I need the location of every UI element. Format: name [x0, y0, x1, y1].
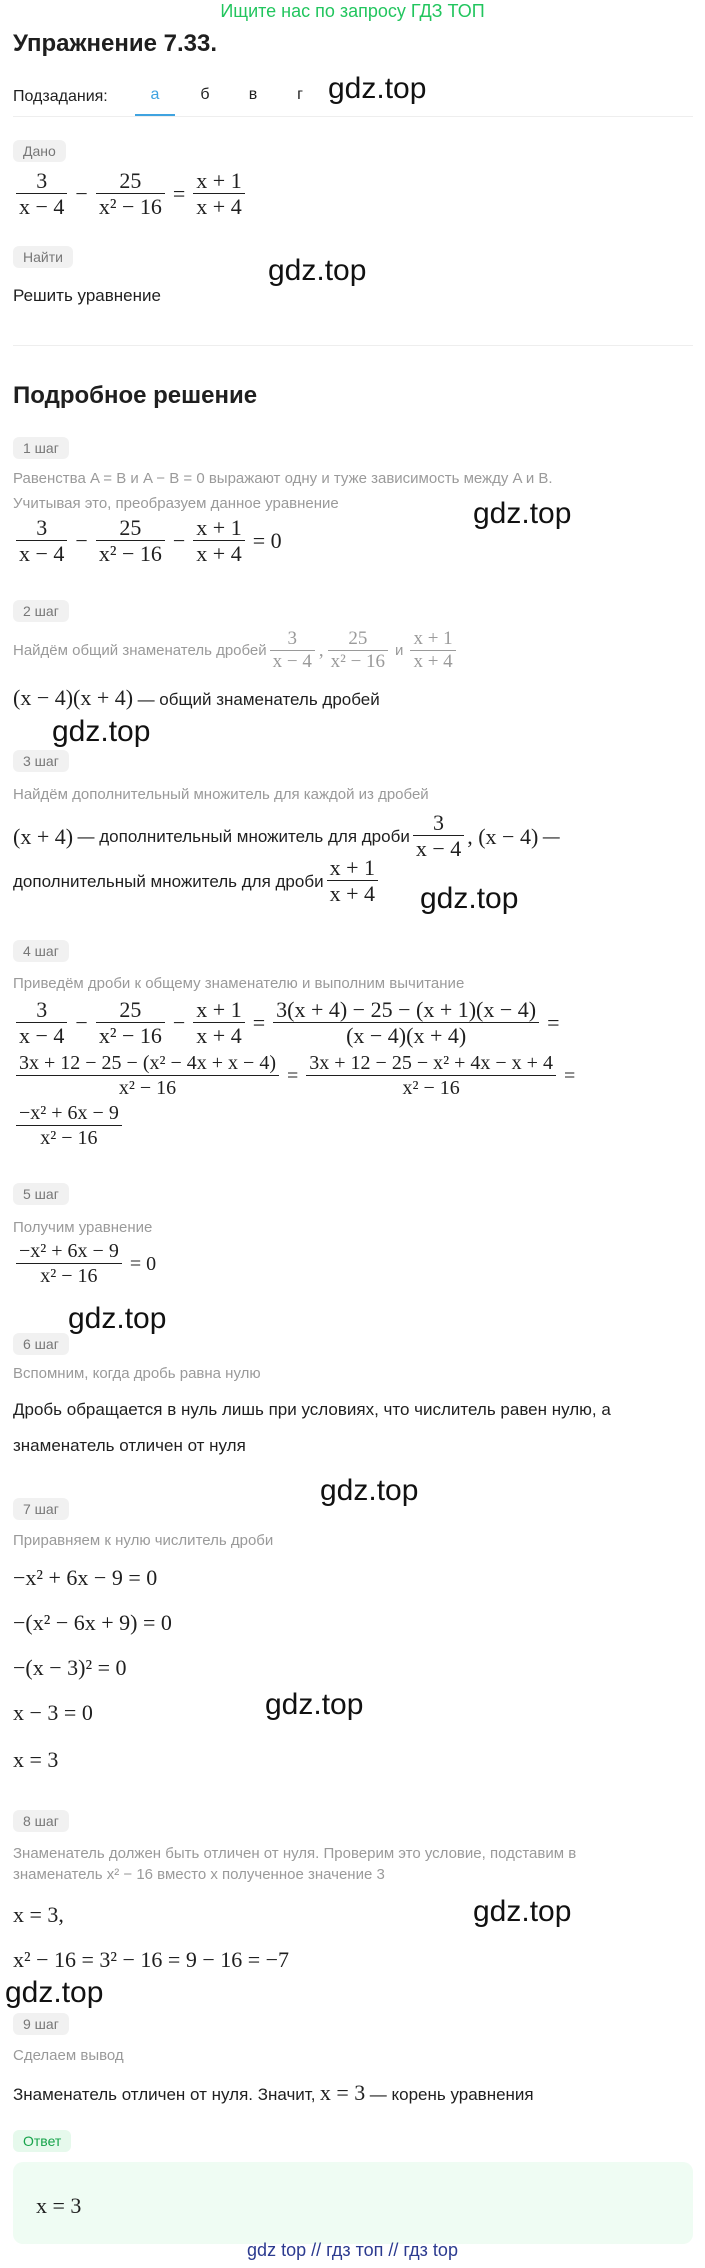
solution-title: Подробное решение [13, 382, 258, 409]
step-1-text: Равенства A = B и A − B = 0 выражают одну и туже зависимость между A и B. [13, 470, 553, 487]
step-4-text: Приведём дроби к общему знаменателю и выполним вычитание [13, 975, 465, 992]
answer-badge: Ответ [13, 2130, 71, 2152]
tab-g[interactable]: г [297, 86, 303, 103]
watermark: gdz.top [473, 1895, 572, 1928]
step-1-text2: Учитывая это, преобразуем данное уравнение [13, 495, 339, 512]
step-8-text2: знаменатель x² − 16 вместо x полученное значение 3 [13, 1866, 385, 1883]
answer-box [13, 2162, 693, 2244]
step-7-badge: 7 шаг [13, 1498, 69, 1520]
step-8-badge: 8 шаг [13, 1810, 69, 1832]
step-7-eq1: −x² + 6x − 9 = 0 [13, 1565, 158, 1590]
step-8-text1: Знаменатель должен быть отличен от нуля. Проверим это условие, подставим в [13, 1845, 577, 1862]
tab-b[interactable]: б [200, 86, 210, 103]
find-badge: Найти [13, 246, 73, 268]
answer-value: x = 3 [36, 2193, 82, 2218]
given-equation: $\frac{3}{x - 4}$ − $\frac{25}{\text{x² − 16}}$ = $\frac{x + 1}{x + 4}$ [13, 168, 248, 221]
divider [13, 345, 693, 346]
step-4-badge: 4 шаг [13, 940, 69, 962]
watermark: gdz.top [328, 72, 427, 105]
step-3-text: Найдём дополнительный множитель для каждой из дробей [13, 786, 429, 803]
watermark: gdz.top [320, 1474, 419, 1507]
step-2-badge: 2 шаг [13, 600, 69, 622]
step-7-text: Приравняем к нулю числитель дроби [13, 1532, 274, 1549]
step-5-text: Получим уравнение [13, 1219, 153, 1236]
step-7-eq5: x = 3 [13, 1747, 59, 1772]
step-1-badge: 1 шаг [13, 437, 69, 459]
step-9-badge: 9 шаг [13, 2013, 69, 2035]
search-banner[interactable]: Ищите нас по запросу ГДЗ ТОП [220, 1, 485, 21]
find-text: Решить уравнение [13, 286, 161, 305]
subtasks-label: Подзадания: [13, 88, 108, 105]
step-6-line1: Дробь обращается в нуль лишь при условиях, что числитель равен нулю, а [13, 1400, 611, 1419]
step-3-badge: 3 шаг [13, 750, 69, 772]
divider [13, 116, 693, 117]
given-badge: Дано [13, 140, 66, 162]
watermark: gdz.top [420, 882, 519, 915]
step-7-eq2: −(x² − 6x + 9) = 0 [13, 1610, 172, 1635]
step-1-equation: $\frac{3}{x - 4}$ − $\frac{25}{\text{x² − 16}}$ − $\frac{x + 1}{x + 4}$ = 0 [13, 515, 287, 568]
step-5-equation: $\frac{\text{−x² + 6x − 9}}{\text{x² − 16}}$ = 0 [13, 1240, 161, 1288]
step-6-badge: 6 шаг [13, 1333, 69, 1355]
step-3-line2: дополнительный множитель для дроби $\frac{x + 1}{x + 4}$ [13, 855, 381, 908]
step-7-eq3: −(x − 3)² = 0 [13, 1655, 127, 1680]
watermark: gdz.top [68, 1302, 167, 1335]
watermark: gdz.top [52, 715, 151, 748]
step-2-text: Найдём общий знаменатель дробей $\frac{3}{x - 4}$ , $\frac{25}{\text{x² − 16}}$ и $\frac{x + 1}{x + 4}$ [13, 628, 459, 674]
watermark: gdz.top [5, 1976, 104, 2009]
step-4-row1: $\frac{3}{x - 4}$ − $\frac{25}{\text{x² − 16}}$ − $\frac{x + 1}{x + 4}$ = $\frac{3(x + 4) - 25 - (x + 1)(x - 4)}{(x - 4)(x + 4)}$ = [13, 997, 565, 1050]
tab-a[interactable]: а [135, 86, 175, 116]
step-4-row2: $\frac{\text{3x + 12 − 25 − (x² − 4x + x − 4)}}{\text{x² − 16}}$ = $\frac{\text{3x + 12 − 25 − x² + 4x − x + 4}}{\text{x² − 16}}$ = [13, 1052, 580, 1100]
step-7-eq4: x − 3 = 0 [13, 1700, 93, 1725]
step-9-text: Сделаем вывод [13, 2047, 124, 2064]
watermark: gdz.top [268, 254, 367, 287]
step-2-result: (x − 4)(x + 4) — общий знаменатель дробей [13, 685, 380, 710]
step-3-line1: (x + 4) — дополнительный множитель для дроби $\frac{3}{x - 4}$ , (x − 4) — [13, 810, 560, 862]
page-title: Упражнение 7.33. [13, 30, 218, 57]
step-8-eq2: x² − 16 = 3² − 16 = 9 − 16 = −7 [13, 1947, 290, 1972]
step-6-line2: знаменатель отличен от нуля [13, 1436, 246, 1455]
step-9-conclusion: Знаменатель отличен от нуля. Значит, x = 3 — корень уравнения [13, 2080, 534, 2105]
watermark: gdz.top [473, 497, 572, 530]
watermark: gdz.top [265, 1688, 364, 1721]
step-8-eq1: x = 3, [13, 1902, 64, 1927]
footer-links[interactable]: gdz top // гдз топ // гдз top [247, 2240, 458, 2260]
step-6-text: Вспомним, когда дробь равна нулю [13, 1365, 261, 1382]
step-5-badge: 5 шаг [13, 1183, 69, 1205]
tab-v[interactable]: в [248, 86, 258, 103]
step-4-row3: $\frac{\text{−x² + 6x − 9}}{\text{x² − 16}}$ [13, 1102, 125, 1150]
